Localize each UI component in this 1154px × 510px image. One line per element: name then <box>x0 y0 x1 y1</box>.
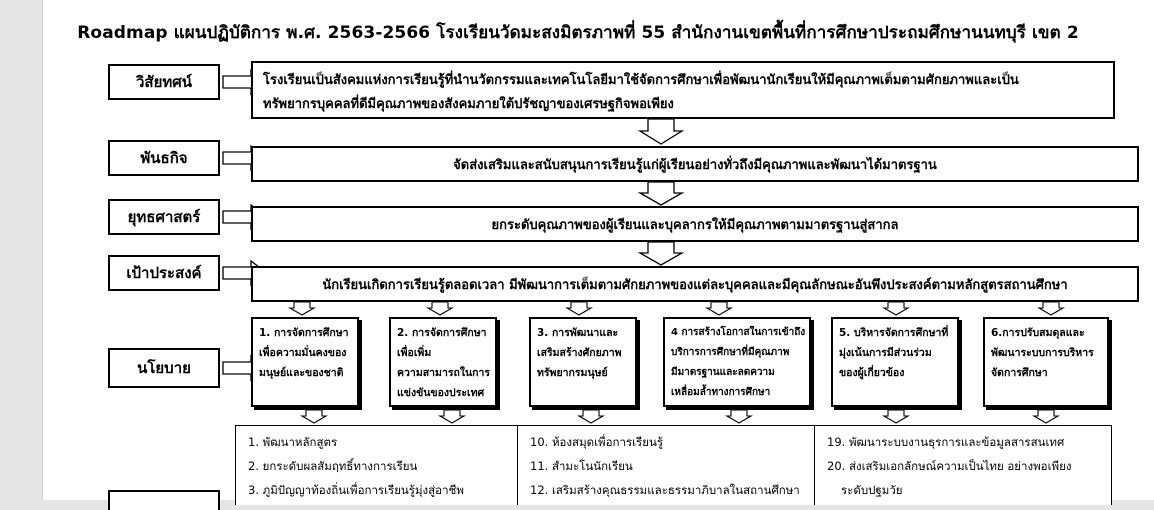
policy-6-line: จัดการศึกษา <box>991 367 1048 379</box>
project-item: 20. ส่งเสริมเอกลักษณ์ความเป็นไทย อย่างพอเพียง <box>827 459 1072 473</box>
arrow-down-icon <box>566 302 592 316</box>
arrow-down-icon <box>726 410 752 424</box>
policy-2-line: ความสามารถในการ <box>397 367 491 379</box>
page-title: Roadmap แผนปฏิบัติการ พ.ศ. 2563-2566 โรงเรียนวัดมะสงมิตรภาพที่ 55 สำนักงานเขตพื้นที่การศึกษาประถมศึกษานนทบุรี เขต 2 <box>77 23 1079 43</box>
viewer-margin <box>0 0 42 500</box>
goal-box <box>251 266 1139 302</box>
vision-line-1: โรงเรียนเป็นสังคมแห่งการเรียนรู้ที่นำนวัตกรรมและเทคโนโลยีมาใช้จัดการศึกษาเพื่อพัฒนานักเรียนให้มีคุณภาพเต็มตามศักยภาพและเป็น <box>263 73 1019 88</box>
projects-column-2 <box>517 425 815 505</box>
policy-3-line: เสริมสร้างศักยภาพ <box>537 347 622 359</box>
policy-6-line: 6.การปรับสมดุลและ <box>991 327 1085 339</box>
arrow-down-icon <box>578 410 604 424</box>
arrow-down-icon <box>640 182 684 206</box>
label-mission: พันธกิจ <box>108 140 220 176</box>
policy-2-line: แข่งขันของประเทศ <box>397 387 485 399</box>
policy-box-4 <box>663 317 811 407</box>
arrow-down-icon <box>439 410 465 424</box>
mission-box <box>251 146 1139 182</box>
strategy-box <box>251 206 1139 242</box>
policy-1-line: มนุษย์และของชาติ <box>259 367 344 379</box>
project-item: 12. เสริมสร้างคุณธรรมและธรรมาภิบาลในสถานศึกษา <box>530 483 800 497</box>
policy-5-line: มุ่งเน้นการมีส่วนร่วม <box>839 347 932 359</box>
policy-3-line: 3. การพัฒนาและ <box>537 327 619 339</box>
project-item: 19. พัฒนาระบบงานธุรการและข้อมูลสารสนเทศ <box>827 435 1065 449</box>
arrow-down-icon <box>706 302 732 316</box>
policy-1-line: 1. การจัดการศึกษา <box>259 327 349 339</box>
projects-column-1 <box>235 425 518 505</box>
policy-4-line: มีมาตรฐานและลดความ <box>671 367 775 378</box>
arrow-down-icon <box>640 119 684 145</box>
policy-box-6 <box>983 317 1109 407</box>
vision-line-2: ทรัพยากรบุคคลที่ดีมีคุณภาพของสังคมภายใต้ปรัชญาของเศรษฐกิจพอเพียง <box>263 97 674 112</box>
project-item: 10. ห้องสมุดเพื่อการเรียนรู้ <box>530 435 664 449</box>
label-vision: วิสัยทศน์ <box>108 64 220 100</box>
projects-column-3 <box>814 425 1112 505</box>
policy-5-line: 5. บริหารจัดการศึกษาที่ <box>839 327 949 339</box>
policy-4-line: เหลื่อมล้ำทางการศึกษา <box>671 387 771 398</box>
policy-2-line: 2. การจัดการศึกษา <box>397 327 487 339</box>
strategy-text: ยกระดับคุณภาพของผู้เรียนและบุคลากรให้มีคุณภาพตามมาตรฐานสู่สากล <box>491 217 899 233</box>
policy-box-2 <box>389 317 497 407</box>
label-strategy: ยุทธศาสตร์ <box>108 199 220 235</box>
policy-box-1 <box>251 317 359 407</box>
policy-2-line: เพื่อเพิ่ม <box>397 347 432 359</box>
project-item: 3. ภูมิปัญญาท้องถิ่นเพื่อการเรียนรู้มุ่งสู่อาชีพ <box>248 483 464 497</box>
arrow-down-icon <box>883 410 909 424</box>
arrow-down-icon <box>1033 410 1059 424</box>
policy-3-line: ทรัพยากรมนุษย์ <box>537 367 608 379</box>
policy-box-3 <box>529 317 637 407</box>
policy-1-line: เพื่อความมั่นคงของ <box>259 347 347 359</box>
label-goal: เป้าประสงค์ <box>108 255 220 291</box>
arrow-down-icon <box>427 302 453 316</box>
label-box-partial <box>108 490 220 510</box>
policy-4-line: บริการการศึกษาที่มีคุณภาพ <box>671 347 790 358</box>
policy-box-5 <box>831 317 959 407</box>
arrow-down-icon <box>640 242 684 266</box>
arrow-down-icon <box>883 302 909 316</box>
label-policy: นโยบาย <box>108 348 220 388</box>
mission-text: จัดส่งเสริมและสนับสนุนการเรียนรู้แก่ผู้เรียนอย่างทั่วถึงมีคุณภาพและพัฒนาได้มาตรฐาน <box>453 157 937 173</box>
project-item: ระดับปฐมวัย <box>841 483 903 497</box>
policy-4-line: 4 การสร้างโอกาสในการเข้าถึง <box>671 327 806 338</box>
arrow-down-icon <box>289 302 315 316</box>
policy-6-line: พัฒนาระบบการบริหาร <box>991 347 1094 359</box>
project-item: 11. สำมะโนนักเรียน <box>530 459 633 473</box>
vision-box <box>251 61 1115 119</box>
arrow-down-icon <box>1038 302 1064 316</box>
policy-5-line: ของผู้เกี่ยวข้อง <box>839 367 905 379</box>
project-item: 1. พัฒนาหลักสูตร <box>248 435 338 449</box>
arrow-down-icon <box>301 410 327 424</box>
project-item: 2. ยกระดับผลสัมฤทธิ์ทางการเรียน <box>248 459 418 473</box>
document-page <box>42 0 1154 500</box>
goal-text: นักเรียนเกิดการเรียนรู้ตลอดเวลา มีพัฒนาการเต็มตามศักยภาพของแต่ละบุคคลและมีคุณลักษณะอันพึงประสงค์ตามหลักสูตรสถานศึกษา <box>322 277 1068 293</box>
